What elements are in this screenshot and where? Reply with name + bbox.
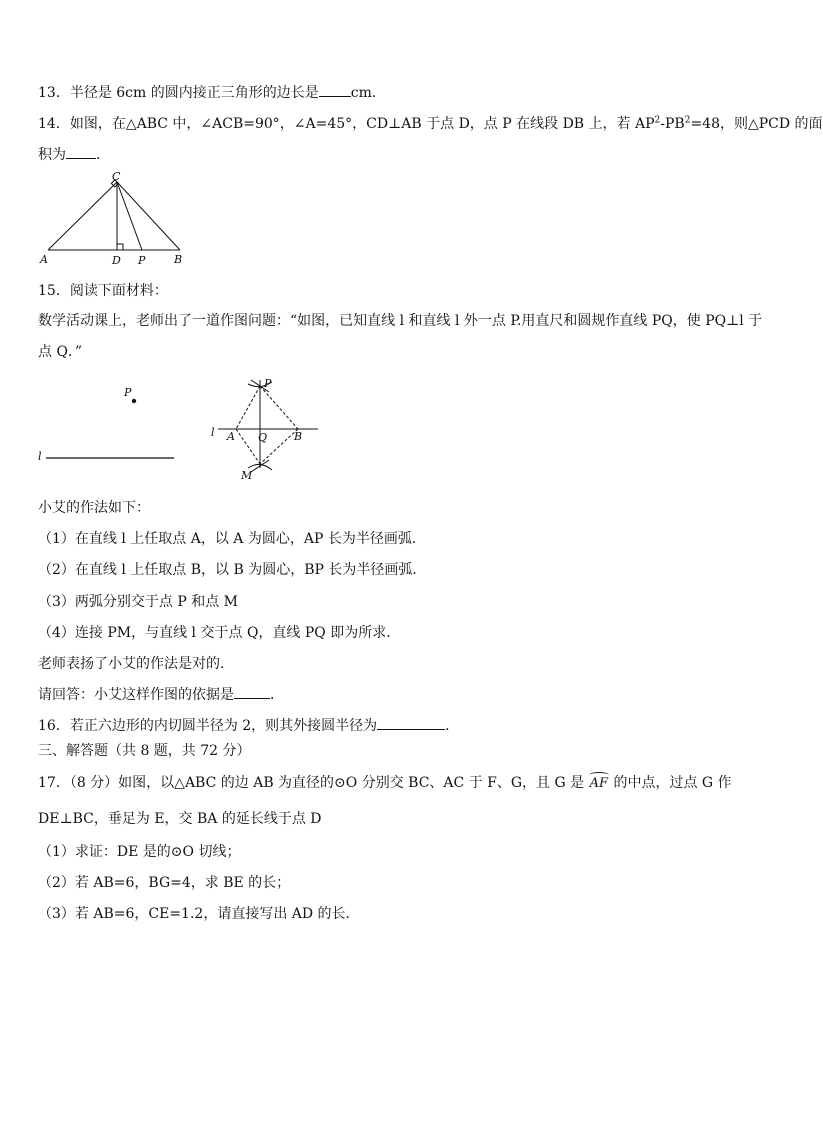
q14-answer-blank	[66, 146, 96, 159]
section-3-heading: 三、解答题（共 8 题，共 72 分）	[38, 743, 251, 759]
q15-praise: 老师表扬了小艾的作法是对的．	[38, 656, 234, 672]
q14-text-mid: -PB	[660, 116, 685, 132]
q15-method-title: 小艾的作法如下：	[38, 500, 150, 516]
label-A: A	[40, 253, 48, 266]
q15-ask	[38, 686, 284, 704]
right-label-M: M	[241, 469, 253, 482]
q15-ask-text: 请回答：小艾这样作图的依据是	[38, 687, 234, 703]
q15-answer-blank	[234, 686, 270, 699]
q13-suffix: cm．	[350, 85, 386, 101]
right-label-Q: Q	[258, 431, 268, 444]
q17-part-3: （3）若 AB=6，CE=1.2，请直接写出 AD 的长．	[38, 906, 360, 922]
q17-text: 17．（8 分）如图，以△ABC 的边 AB 为直径的⊙O 分别交 BC、AC 于 F、G，且 G 是	[38, 775, 585, 791]
q15-ask-end: ．	[270, 687, 284, 703]
q14-text: 14．如图，在△ABC 中，∠ACB=90°，∠A=45°，CD⊥AB 于点 D，点 P 在线段 DB 上，若 AP	[38, 116, 655, 132]
label-P: P	[138, 254, 146, 267]
question-14-line2	[38, 146, 110, 164]
label-B: B	[174, 253, 183, 266]
q16-answer-blank	[377, 717, 445, 730]
right-label-B: B	[294, 430, 303, 443]
q13-answer-blank	[319, 84, 351, 97]
q17-part-1: （1）求证：DE 是的⊙O 切线；	[38, 844, 241, 860]
q15-title: 15．阅读下面材料：	[38, 283, 168, 299]
q15-step-3: （3）两弧分别交于点 P 和点 M	[38, 594, 239, 610]
left-label-P: P	[124, 386, 132, 399]
q15-step-2: （2）在直线 l 上任取点 B，以 B 为圆心，BP 长为半径画弧．	[38, 562, 427, 578]
construction-figure	[36, 376, 326, 484]
arc-AF: AF	[589, 776, 609, 791]
q16-text: 16．若正六边形的内切圆半径为 2，则其外接圆半径为	[38, 718, 378, 734]
question-13	[38, 84, 386, 102]
q14-text-line2: 积为	[38, 147, 66, 163]
point-P-dot	[132, 399, 136, 403]
q16-suffix: ．	[445, 718, 460, 734]
q15-intro-line2: 点 Q．”	[38, 344, 83, 360]
q17-line2: DE⊥BC，垂足为 E，交 BA 的延长线于点 D	[38, 811, 322, 827]
q14-text-end: ．	[96, 147, 110, 163]
q17-line1	[38, 774, 732, 793]
question-16	[38, 717, 459, 735]
q14-superscript: 2	[654, 115, 661, 126]
label-D: D	[112, 254, 121, 267]
triangle-figure	[36, 170, 196, 268]
right-label-l: l	[211, 426, 215, 439]
q15-intro-line1: 数学活动课上，老师出了一道作图问题：“如图，已知直线 l 和直线 l 外一点 P.用直尺和圆规作直线 PQ，使 PQ⊥l 于	[38, 313, 763, 329]
q17-part-2: （2）若 AB=6，BG=4，求 BE 的长；	[38, 875, 291, 891]
q15-step-1: （1）在直线 l 上任取点 A，以 A 为圆心，AP 长为半径画弧．	[38, 531, 426, 547]
right-label-P: P	[264, 377, 272, 390]
q13-text: 13．半径是 6cm 的圆内接正三角形的边长是	[38, 85, 319, 101]
right-label-A: A	[227, 430, 235, 443]
left-label-l: l	[38, 450, 42, 463]
q15-step-4: （4）连接 PM，与直线 l 交于点 Q，直线 PQ 即为所求．	[38, 625, 401, 641]
question-14-line1	[38, 115, 823, 133]
q14-text-rest: =48，则△PCD 的面	[690, 116, 823, 132]
label-C: C	[112, 170, 121, 183]
q14-superscript: 2	[684, 115, 691, 126]
q17-text-end: 的中点，过点 G 作	[613, 775, 732, 791]
